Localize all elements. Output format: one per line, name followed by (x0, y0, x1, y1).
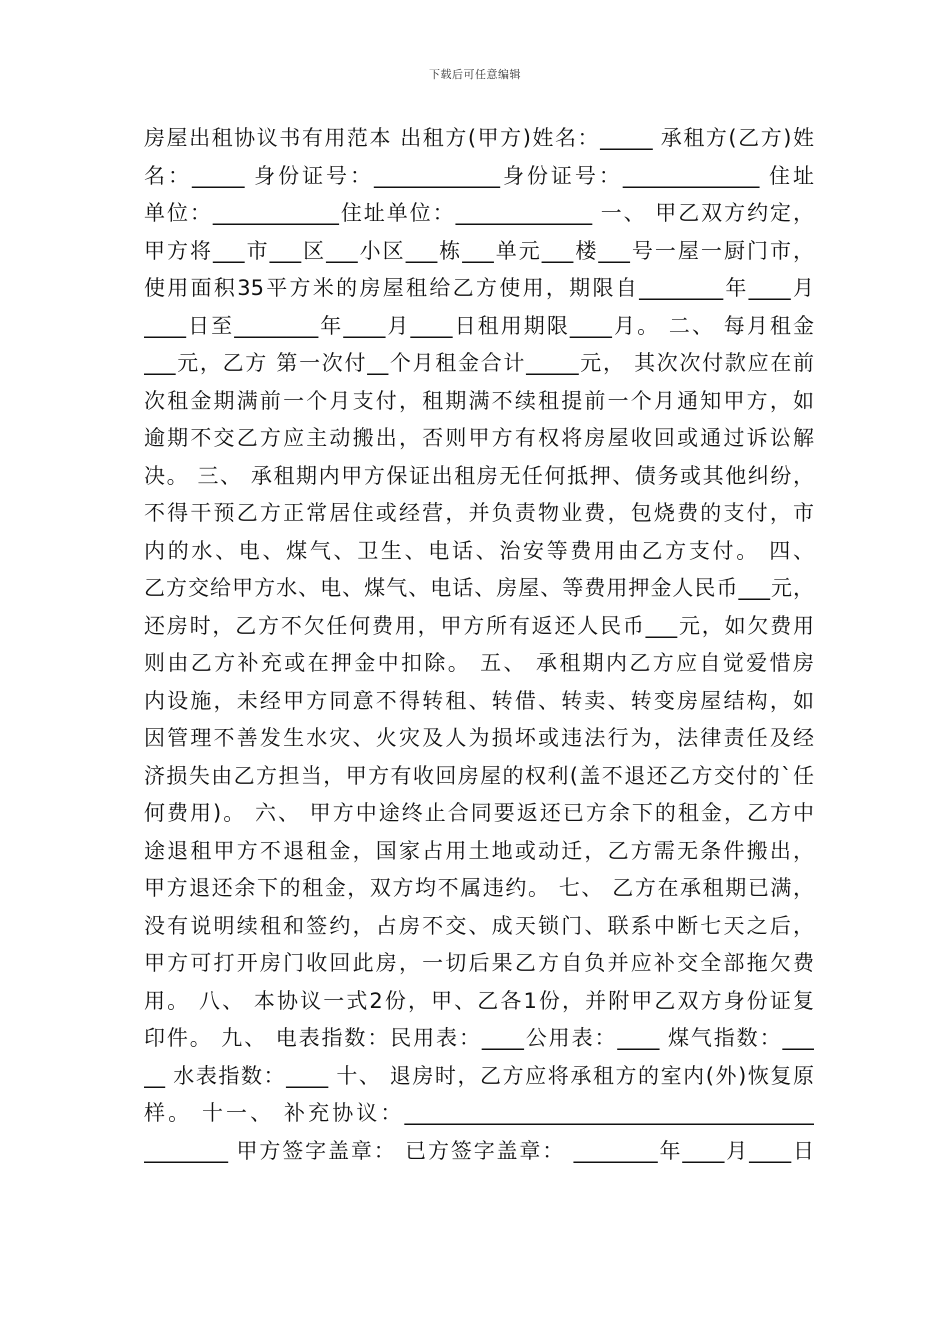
text-line: 用。 八、 本协议一式2份，甲、乙各1份，并附甲乙双方身份证复 (144, 988, 814, 1013)
text-line: 则由乙方补充或在押金中扣除。 五、 承租期内乙方应自觉爱惜房 (144, 651, 814, 675)
text-line: 单位：____________住址单位：_____________ 一、 甲乙双方约定， (144, 201, 814, 225)
text-line: 房屋出租协议书有用范本 出租方(甲方)姓名：_____ 承租方(乙方)姓 (144, 126, 814, 150)
text-line: 没有说明续租和签约，占房不交、成天锁门、联系中断七天之后， (144, 913, 814, 938)
text-line: 途退租甲方不退租金，国家占用土地或动迁，乙方需无条件搬出， (144, 838, 814, 863)
text-line: 名：_____ 身份证号：____________身份证号：_____________ 住址 (144, 163, 814, 188)
text-line: 次租金期满前一个月支付，租期满不续租提前一个月通知甲方，如 (144, 388, 814, 413)
text-line: 济损失由乙方担当，甲方有收回房屋的权利(盖不退还乙方交付的`任 (144, 763, 814, 788)
text-line: 样。 十一、 补充协议：_______________________________________ (144, 1101, 814, 1125)
text-line: 甲方退还余下的租金，双方均不属违约。 七、 乙方在承租期已满， (144, 876, 814, 900)
text-line: 甲方可打开房门收回此房，一切后果乙方自负并应补交全部拖欠费 (144, 951, 814, 975)
text-line: ________ 甲方签字盖章： 已方签字盖章： ________年____月____日 (144, 1138, 814, 1163)
page-header: 下载后可任意编辑 (429, 68, 521, 81)
text-line: ____日至________年____月____日租用期限____月。 二、 每月租金 (144, 313, 814, 338)
text-line: 不得干预乙方正常居住或经营，并负责物业费，包烧费的支付，市 (144, 501, 814, 525)
text-line: 决。 三、 承租期内甲方保证出租房无任何抵押、债务或其他纠纷， (144, 463, 814, 488)
text-line: 使用面积35平方米的房屋租给乙方使用，期限自________年____月 (144, 276, 814, 300)
text-line: 乙方交给甲方水、电、煤气、电话、房屋、等费用押金人民币___元， (144, 576, 814, 600)
text-line: 印件。 九、 电表指数：民用表：____公用表：____ 煤气指数：___ (144, 1026, 814, 1050)
text-line: 甲方将___市___区___小区___栋___单元___楼___号一屋一厨门市， (144, 238, 814, 263)
text-line: 逾期不交乙方应主动搬出，否则甲方有权将房屋收回或通过诉讼解 (144, 426, 814, 450)
text-line: 内设施，未经甲方同意不得转租、转借、转卖、转变房屋结构，如 (144, 688, 814, 713)
text-line: ___元，乙方 第一次付__个月租金合计_____元， 其次次付款应在前 (144, 351, 814, 375)
document-body (144, 120, 814, 1170)
text-line: 内的水、电、煤气、卫生、电话、治安等费用由乙方支付。 四、 (144, 538, 814, 563)
text-line: 还房时，乙方不欠任何费用，甲方所有返还人民币___元，如欠费用 (144, 613, 814, 638)
text-line: 何费用)。 六、 甲方中途终止合同要返还已方余下的租金，乙方中 (144, 801, 814, 825)
text-line: 因管理不善发生水灾、火灾及人为损坏或违法行为，法律责任及经 (144, 726, 814, 750)
text-line: __ 水表指数：____ 十、 退房时，乙方应将承租方的室内(外)恢复原 (144, 1063, 814, 1088)
